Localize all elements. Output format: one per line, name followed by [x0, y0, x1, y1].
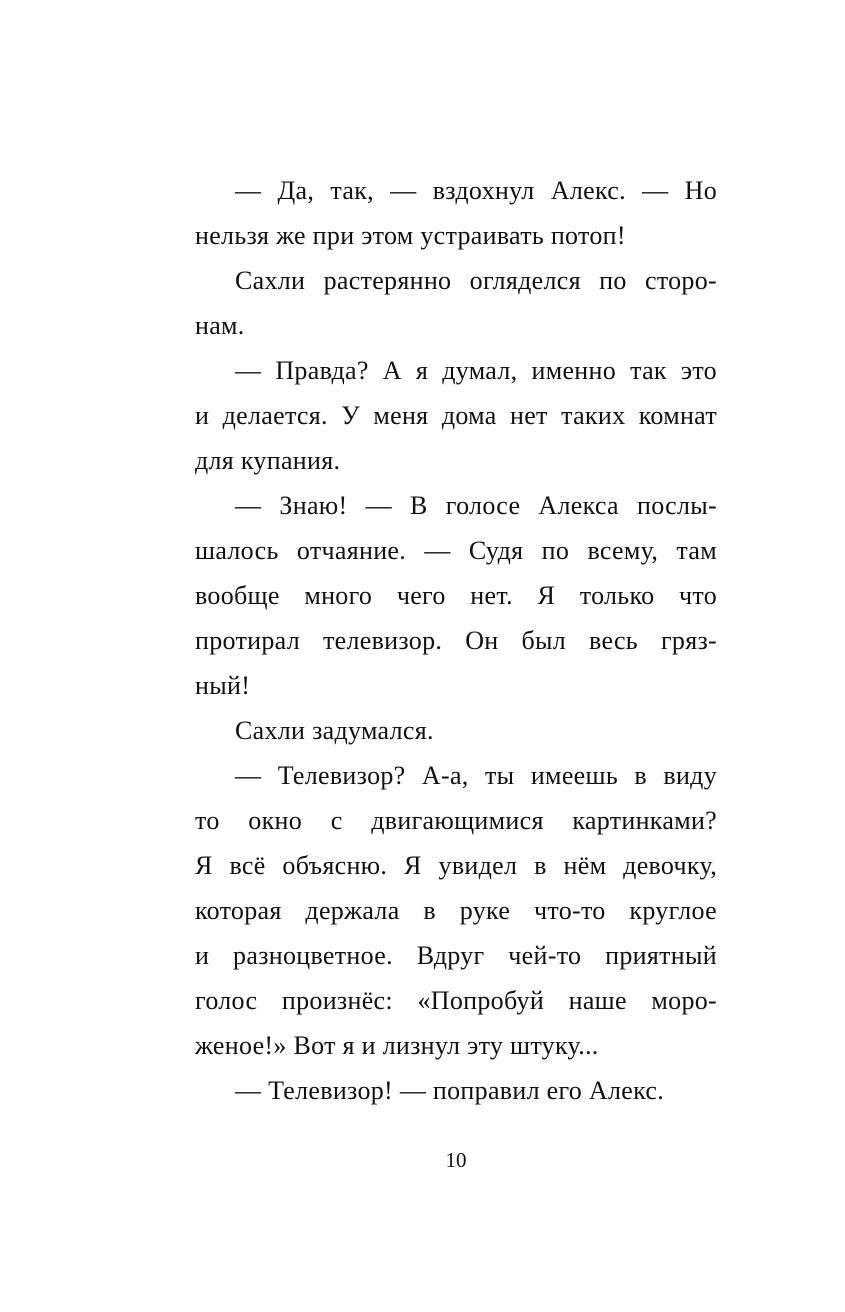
text-line: для купания. — [195, 446, 341, 475]
text-line: вообще много чего нет. Я только что — [195, 581, 717, 610]
text-line: — Да, так, — вздохнул Алекс. — Но — [235, 176, 717, 205]
text-line: то окно с двигающимися картинками? — [195, 806, 717, 835]
text-line: — Правда? А я думал, именно так это — [235, 356, 717, 385]
text-line: Сахли задумался. — [235, 716, 434, 745]
paragraph — [195, 753, 717, 1068]
text-line: — Телевизор! — поправил его Алекс. — [235, 1076, 665, 1105]
text-block — [195, 168, 717, 1113]
paragraph — [195, 168, 717, 258]
text-line: ный! — [195, 671, 251, 700]
paragraph — [195, 258, 717, 348]
text-line: протирал телевизор. Он был весь гряз- — [195, 626, 717, 655]
text-line: которая держала в руке что-то круглое — [195, 896, 717, 925]
text-line: и делается. У меня дома нет таких комнат — [195, 401, 717, 430]
paragraph — [195, 348, 717, 483]
text-line: Я всё объясню. Я увидел в нём девочку, — [195, 851, 717, 880]
text-line: шалось отчаяние. — Судя по всему, там — [195, 536, 717, 565]
text-line: женое!» Вот я и лизнул эту штуку... — [195, 1031, 599, 1060]
text-line: нельзя же при этом устраивать потоп! — [195, 221, 626, 250]
text-line: голос произнёс: «Попробуй наше моро- — [195, 986, 717, 1015]
paragraph — [195, 708, 717, 753]
text-line: нам. — [195, 311, 245, 340]
page-number: 10 — [445, 1148, 467, 1172]
text-line: — Знаю! — В голосе Алекса послы- — [235, 491, 717, 520]
text-line: Сахли растерянно огляделся по сторо- — [235, 266, 717, 295]
paragraph — [195, 1068, 717, 1113]
text-line: — Телевизор? А-а, ты имеешь в виду — [235, 761, 717, 790]
text-line: и разноцветное. Вдруг чей-то приятный — [195, 941, 717, 970]
paragraph — [195, 483, 717, 708]
